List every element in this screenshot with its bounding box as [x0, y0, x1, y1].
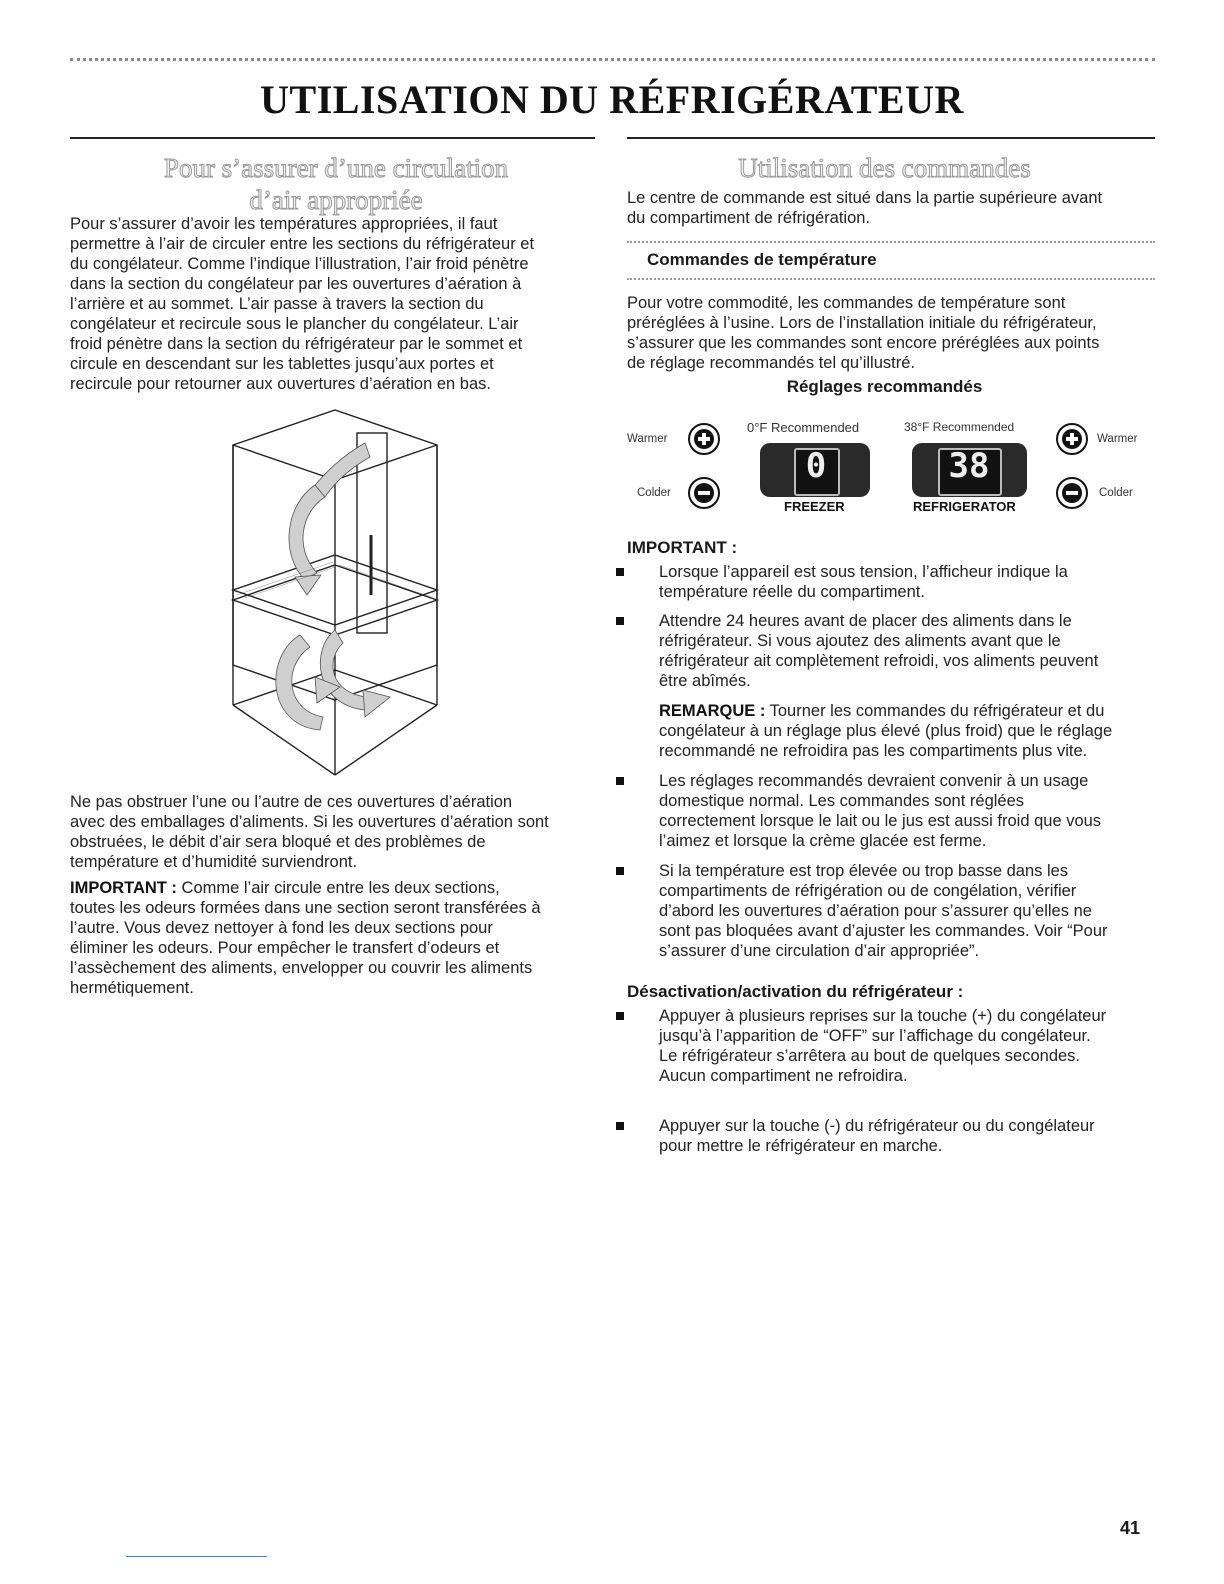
freezer-display — [760, 443, 870, 497]
page-number: 41 — [1120, 1518, 1141, 1538]
temperature-controls-subheading: Commandes de température — [647, 250, 877, 269]
bullet-icon — [616, 617, 624, 625]
left-heading-rule — [70, 137, 595, 139]
bullet-item: Si la température est trop élevée ou trop basse dans les compartiments de réfrigération ou de congélation, vérifier d’abord les ouvertures d’aération pour s’assurer qu’elles ne sont pas bloquées avant d’ajuster les commandes. Voir “Pour s’assurer d’une circulation d’air appropriée”. — [659, 862, 1108, 960]
bullet-item: Lorsque l’appareil est sous tension, l’afficheur indique la température réelle du compartiment. — [659, 563, 1068, 601]
bullet-icon — [616, 867, 624, 875]
airflow-illustration — [225, 405, 445, 780]
footer-rule — [126, 1556, 267, 1557]
freezer-colder-label: Colder — [637, 487, 671, 499]
fridge-colder-label: Colder — [1099, 487, 1133, 499]
fridge-warmer-label: Warmer — [1097, 433, 1138, 445]
bullet-icon — [616, 1122, 624, 1130]
bullet-icon — [616, 777, 624, 785]
bullet-item: Appuyer à plusieurs reprises sur la touche (+) du congélateur jusqu’à l’apparition de “OFF” sur l’affichage du congélateur. Le réfrigérateur s’arrêtera au bout de quelques secondes. Aucun compartiment ne refroidira. — [659, 1007, 1107, 1085]
air-circulation-paragraph: Pour s’assurer d’avoir les températures appropriées, il faut permettre à l’air de circuler entre les sections du réfrigérateur et du congélateur. Comme l’indique l’illustration, l’air froid pénètre dans la section du congélateur par les ouvertures d’aération à l’arrière et au sommet. L’air passe à travers la section du congélateur et recircule sous le plancher du congélateur. L’air froid pénètre dans la section du réfrigérateur par le sommet et circule en descendant sur les tablettes jusqu’aux portes et recircule pour retourner aux ouvertures d’aération en bas. — [70, 215, 535, 393]
remarque-note: REMARQUE : Tourner les commandes du réfrigérateur et du congélateur à un réglage plus élevé (plus froid) que le réglage recommandé ne refroidira pas les compartiments plus vite. — [659, 702, 1113, 760]
bullet-icon — [616, 1012, 624, 1020]
odor-important-paragraph: IMPORTANT : Comme l’air circule entre les deux sections, toutes les odeurs formées dans une section seront transférées à l’autre. Vous devez nettoyer à fond les deux sections pour éliminer les odeurs. Pour empêcher le transfert d’odeurs et l’assèchement des aliments, envelopper ou couvrir les aliments hermétiquement. — [70, 879, 541, 997]
controls-heading: Utilisation des commandes — [738, 153, 1031, 183]
on-off-subheading: Désactivation/activation du réfrigérateur : — [627, 982, 964, 1001]
right-heading-rule — [627, 137, 1155, 139]
freezer-display-value: 0 — [805, 446, 827, 486]
air-circulation-heading: Pour s’assurer d’une circulation d’air appropriée — [163, 153, 509, 216]
control-panel-illustration — [627, 410, 1155, 530]
remarque-label: REMARQUE : — [659, 702, 766, 720]
fridge-plus-button-icon — [1055, 422, 1089, 456]
subheading-dotted-rule-top — [627, 241, 1155, 243]
freezer-label: FREEZER — [784, 499, 845, 514]
important-heading: IMPORTANT : — [627, 538, 738, 557]
page-title: UTILISATION DU RÉFRIGÉRATEUR — [260, 77, 964, 122]
freezer-recommended-label: 0°F Recommended — [747, 420, 860, 435]
fridge-minus-button-icon — [1055, 476, 1089, 510]
freezer-minus-button-icon — [687, 476, 721, 510]
refrigerator-label: REFRIGERATOR — [913, 499, 1016, 514]
recommended-settings-heading: Réglages recommandés — [786, 377, 983, 396]
important-label: IMPORTANT : — [70, 879, 177, 897]
fridge-recommended-label: 38°F Recommended — [904, 420, 1015, 434]
top-dotted-rule — [70, 58, 1155, 61]
fridge-display — [912, 443, 1027, 497]
fridge-display-value: 38 — [948, 446, 990, 486]
vent-warning-paragraph: Ne pas obstruer l’une ou l’autre de ces ouvertures d’aération avec des emballages d’aliments. Si les ouvertures d’aération sont obstruées, le débit d’air sera bloqué et des problèmes de température et d’humidité surviendront. — [70, 793, 549, 871]
preset-paragraph: Pour votre commodité, les commandes de température sont préréglées à l’usine. Lors de l’installation initiale du réfrigérateur, s’assurer que les commandes sont encore préréglées aux points de réglage recommandés tel qu’illustré. — [627, 294, 1100, 372]
bullet-item: Les réglages recommandés devraient convenir à un usage domestique normal. Les commandes sont réglées correctement lorsque le lait ou le jus est aussi froid que vous l’aimez et lorsque la crème glacée est ferme. — [659, 772, 1102, 850]
subheading-dotted-rule-bottom — [627, 278, 1155, 280]
bullet-item: Appuyer sur la touche (-) du réfrigérateur ou du congélateur pour mettre le réfrigérateur en marche. — [659, 1117, 1095, 1155]
freezer-plus-button-icon — [687, 422, 721, 456]
bullet-item: Attendre 24 heures avant de placer des aliments dans le réfrigérateur. Si vous ajoutez des aliments avant que le réfrigérateur ait complètement refroidi, vos aliments peuvent être abîmés. — [659, 612, 1099, 690]
freezer-warmer-label: Warmer — [627, 433, 668, 445]
control-center-intro: Le centre de commande est situé dans la partie supérieure avant du compartiment de réfrigération. — [627, 189, 1103, 227]
bullet-icon — [616, 568, 624, 576]
